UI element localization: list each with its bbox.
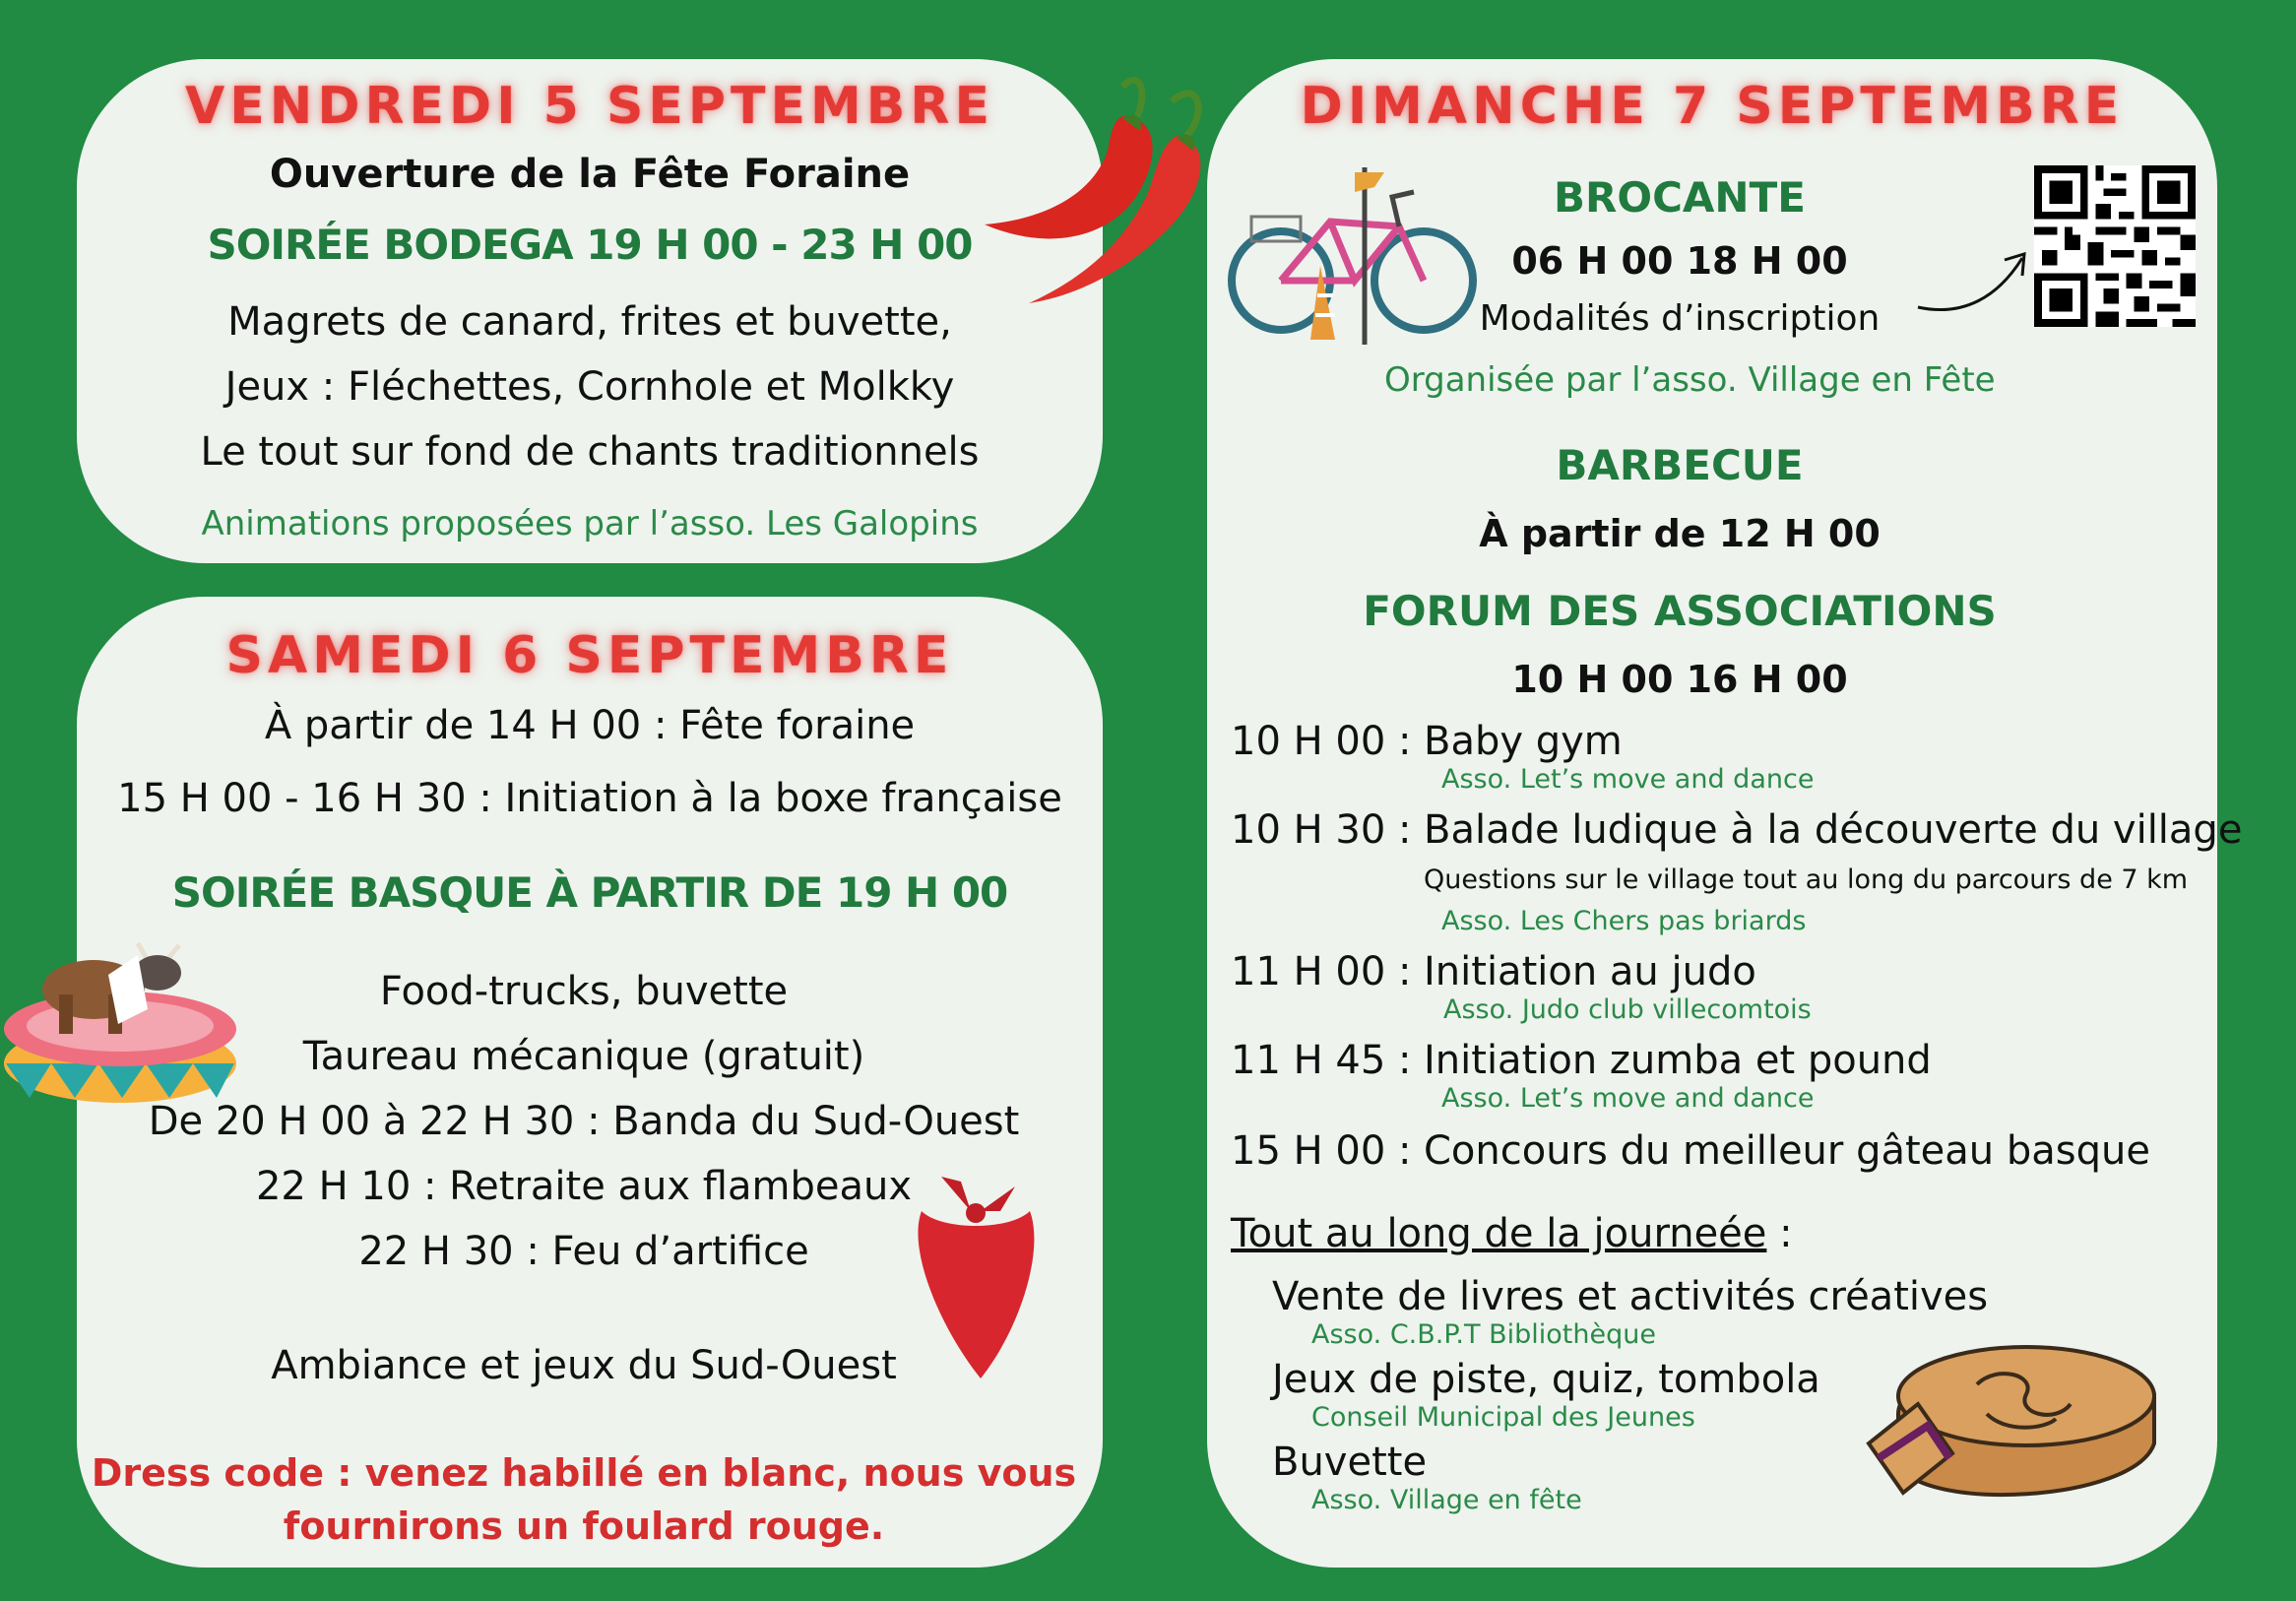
- arrow-icon: [1914, 248, 2032, 317]
- friday-card: [77, 59, 1103, 563]
- barbecue-title: BARBECUE: [1556, 441, 1804, 489]
- schedule-activity: Balade ludique à la découverte du village: [1424, 807, 2243, 853]
- schedule-asso: Asso. Let’s move and dance: [1441, 1083, 1815, 1114]
- schedule-asso: Asso. Let’s move and dance: [1441, 764, 1815, 795]
- brocante-title: BROCANTE: [1554, 173, 1806, 222]
- saturday-fair: À partir de 14 H 00 : Fête foraine: [264, 703, 916, 748]
- saturday-boxing: 15 H 00 - 16 H 30 : Initiation à la boxe française: [117, 776, 1062, 821]
- schedule-note: Questions sur le village tout au long du parcours de 7 km: [1424, 865, 2189, 895]
- saturday-item: De 20 H 00 à 22 H 30 : Banda du Sud-Ouest: [148, 1099, 1020, 1144]
- friday-opening: Ouverture de la Fête Foraine: [269, 152, 911, 197]
- brocante-modalites[interactable]: Modalités d’inscription: [1479, 298, 1881, 339]
- schedule-activity: Initiation au judo: [1424, 949, 1756, 994]
- dress-code-line: fournirons un foulard rouge.: [283, 1505, 885, 1548]
- all-day-asso: Asso. Village en fête: [1311, 1485, 1582, 1515]
- saturday-item: 22 H 10 : Retraite aux flambeaux: [255, 1164, 913, 1209]
- saturday-item: Taureau mécanique (gratuit): [302, 1034, 865, 1079]
- saturday-title: SAMEDI 6 SEPTEMBRE: [225, 626, 954, 685]
- all-day-item: Vente de livres et activités créatives: [1272, 1274, 1989, 1319]
- friday-line: Magrets de canard, frites et buvette,: [227, 299, 952, 345]
- qr-code-icon[interactable]: [2034, 165, 2196, 327]
- schedule-activity: Baby gym: [1424, 719, 1623, 764]
- red-scarf-icon: [902, 1172, 1050, 1383]
- all-day-item: Buvette: [1272, 1440, 1428, 1485]
- bicycle-icon: [1227, 158, 1483, 354]
- gateau-basque-icon: [1859, 1335, 2168, 1516]
- barbecue-hours: À partir de 12 H 00: [1479, 512, 1881, 555]
- saturday-item: 22 H 30 : Feu d’artifice: [358, 1229, 809, 1274]
- friday-soiree-title: SOIRÉE BODEGA 19 H 00 - 23 H 00: [207, 221, 973, 269]
- schedule-time: 15 H 00 :: [1231, 1128, 1412, 1174]
- all-day-asso: Asso. C.B.P.T Bibliothèque: [1311, 1319, 1656, 1350]
- schedule-activity: Concours du meilleur gâteau basque: [1424, 1128, 2150, 1174]
- schedule-asso: Asso. Les Chers pas briards: [1441, 906, 1807, 936]
- schedule-time: 11 H 00 :: [1231, 949, 1412, 994]
- brocante-organizer: Organisée par l’asso. Village en Fête: [1384, 360, 1996, 400]
- all-day-heading-text: Tout au long de la journeée: [1231, 1211, 1767, 1256]
- forum-title: FORUM DES ASSOCIATIONS: [1363, 587, 1997, 635]
- saturday-item: Food-trucks, buvette: [379, 969, 789, 1014]
- schedule-activity: Initiation zumba et pound: [1424, 1038, 1932, 1083]
- friday-credit: Animations proposées par l’asso. Les Galopins: [201, 504, 979, 544]
- friday-line: Jeux : Fléchettes, Cornhole et Molkky: [224, 364, 955, 410]
- sunday-title: DIMANCHE 7 SEPTEMBRE: [1300, 77, 2125, 136]
- friday-line: Le tout sur fond de chants traditionnels: [200, 429, 980, 475]
- all-day-asso: Conseil Municipal des Jeunes: [1311, 1402, 1695, 1433]
- all-day-item: Jeux de piste, quiz, tombola: [1272, 1357, 1820, 1402]
- all-day-heading-colon: :: [1766, 1211, 1793, 1256]
- chili-pepper-icon: [975, 57, 1221, 313]
- saturday-soiree-title: SOIRÉE BASQUE À PARTIR DE 19 H 00: [171, 868, 1008, 917]
- all-day-heading: [1231, 1211, 1793, 1256]
- saturday-ambiance: Ambiance et jeux du Sud-Ouest: [271, 1343, 897, 1388]
- forum-hours: 10 H 00 16 H 00: [1511, 658, 1848, 701]
- friday-title: VENDREDI 5 SEPTEMBRE: [185, 77, 994, 136]
- schedule-time: 10 H 30 :: [1231, 807, 1412, 853]
- mechanical-bull-icon: [0, 916, 241, 1108]
- schedule-time: 10 H 00 :: [1231, 719, 1412, 764]
- dress-code-line: Dress code : venez habillé en blanc, nous vous: [91, 1451, 1077, 1495]
- schedule-asso: Asso. Judo club villecomtois: [1443, 994, 1812, 1025]
- brocante-hours: 06 H 00 18 H 00: [1511, 239, 1848, 283]
- schedule-time: 11 H 45 :: [1231, 1038, 1412, 1083]
